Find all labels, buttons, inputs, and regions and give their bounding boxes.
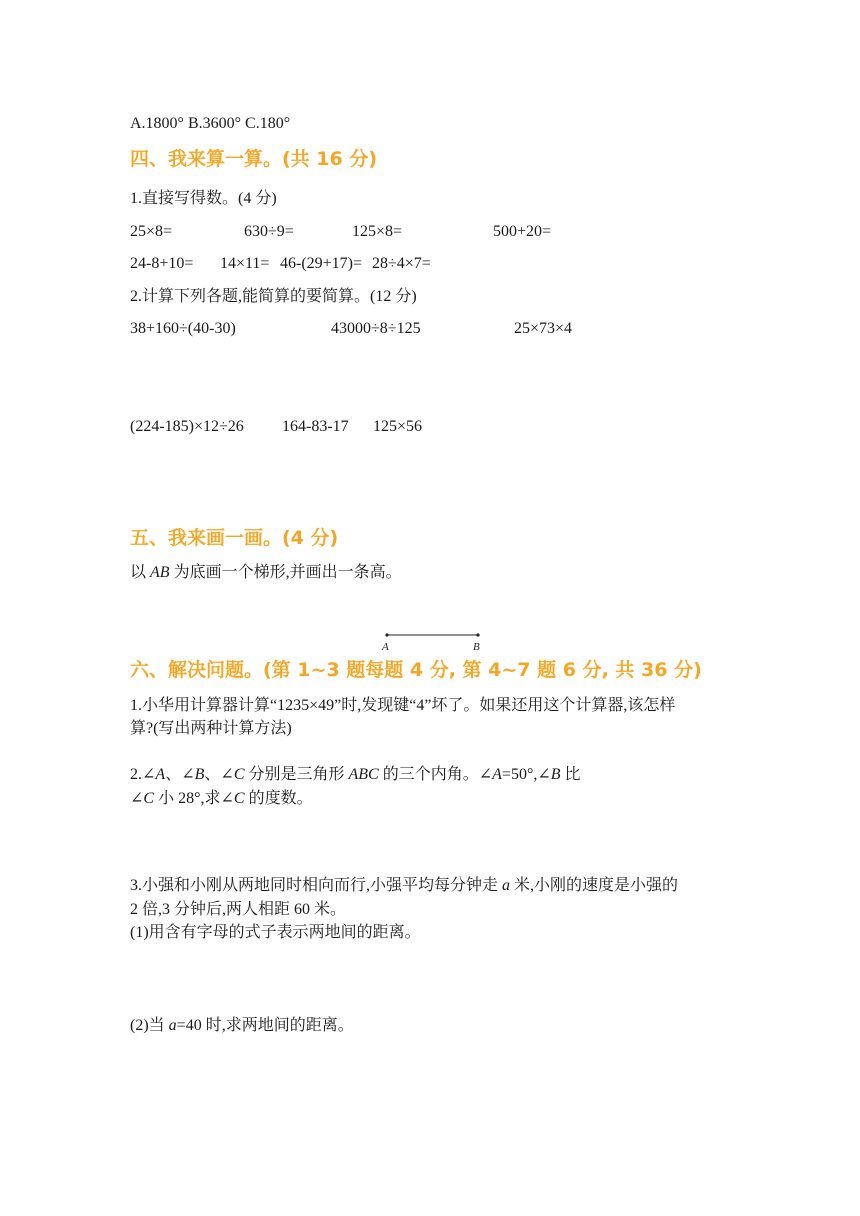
sec4-q2-prompt: 2.计算下列各题,能简算的要简算。(12 分) [130,288,417,305]
calc-item: 125×56 [373,418,423,435]
sec6-q2-line1: 2.∠A、∠B、∠C 分别是三角形 ABC 的三个内角。∠A=50°,∠B 比 [130,766,581,783]
sec6-q1-line2: 算?(写出两种计算方法) [130,720,292,737]
segment-ab-svg [378,630,488,654]
section-5-heading: 五、我来画一画。(4 分) [130,527,339,549]
calc-item: 25×73×4 [514,320,573,337]
calc-item: (224-185)×12÷26 [130,418,244,435]
calc-item: 46-(29+17)= [280,255,363,272]
sec6-q3-line1: 3.小强和小刚从两地同时相向而行,小强平均每分钟走 a 米,小刚的速度是小强的 [130,877,679,894]
calc-item: 24-8+10= [130,255,194,272]
sec6-q1-line1: 1.小华用计算器计算“1235×49”时,发现键“4”坏了。如果还用这个计算器,该怎样 [130,697,676,714]
point-b-dot [476,633,479,636]
calc-item: 164-83-17 [282,418,349,435]
calc-item: 38+160÷(40-30) [130,320,236,337]
section-6-heading: 六、解决问题。(第 1~3 题每题 4 分, 第 4~7 题 6 分, 共 36 分) [130,659,702,681]
sec4-q1-prompt: 1.直接写得数。(4 分) [130,190,277,207]
sec6-q2-line2: ∠C 小 28°,求∠C 的度数。 [130,790,313,807]
point-a-label: A [382,641,389,653]
calc-item: 28÷4×7= [372,255,431,272]
calc-item: 630÷9= [244,223,294,240]
sec6-q3-sub1: (1)用含有字母的式子表示两地间的距离。 [130,924,421,941]
sec6-q3-line2: 2 倍,3 分钟后,两人相距 60 米。 [130,901,347,918]
segment-ab-figure [378,630,488,654]
prev-question-options: A.1800° B.3600° C.180° [130,115,291,132]
sec5-q-prompt: 以 AB 为底画一个梯形,并画出一条高。 [130,564,402,581]
point-b-label: B [473,641,480,653]
sec6-q3-sub2: (2)当 a=40 时,求两地间的距离。 [130,1017,354,1034]
section-4-heading: 四、我来算一算。(共 16 分) [130,148,378,170]
calc-item: 14×11= [220,255,270,272]
calc-item: 43000÷8÷125 [331,320,421,337]
calc-item: 125×8= [352,223,403,240]
calc-item: 500+20= [493,223,552,240]
calc-item: 25×8= [130,223,173,240]
point-a-dot [385,633,388,636]
